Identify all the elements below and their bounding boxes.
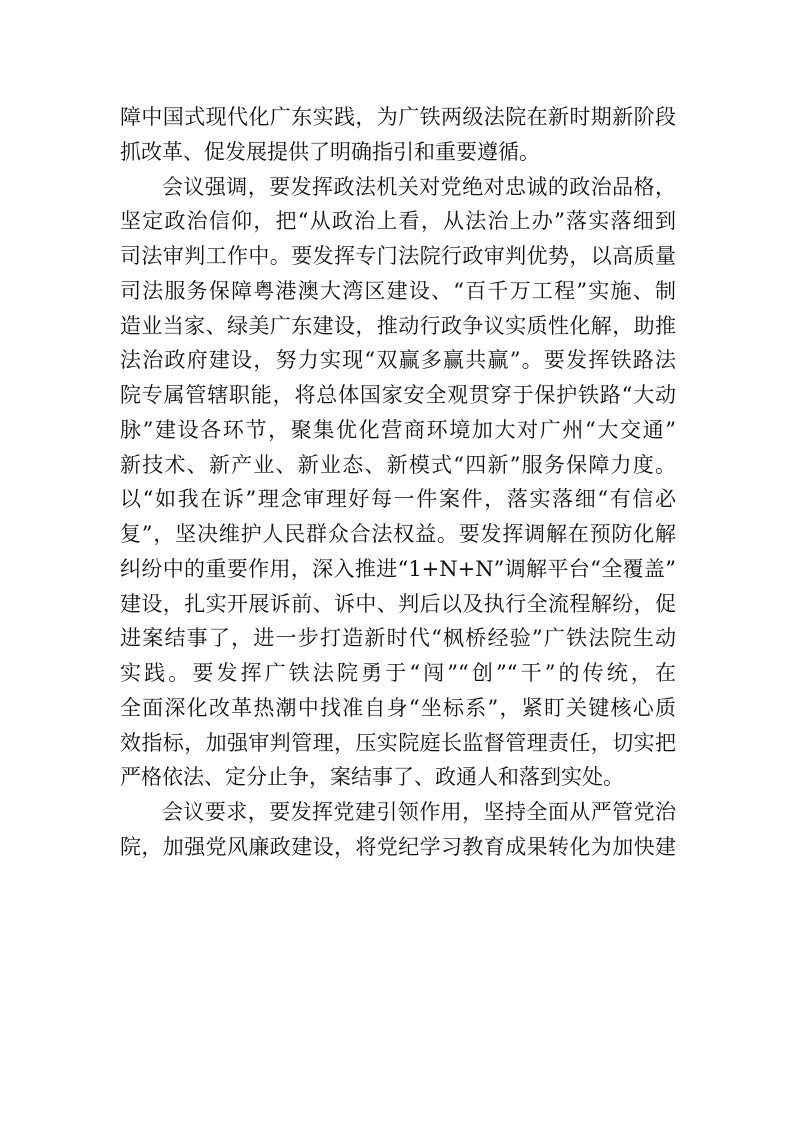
- text-line: 法治政府建设，努力实现“双赢多赢共赢”。要发挥铁路法: [120, 348, 676, 373]
- text-line: 司法服务保障粤港澳大湾区建设、“百千万工程”实施、制: [120, 278, 676, 303]
- text-line: 进案结事了，进一步打造新时代“枫桥经验”广铁法院生动: [120, 626, 676, 651]
- text-line: 新技术、新产业、新业态、新模式“四新”服务保障力度。: [120, 452, 676, 477]
- text-line: 严格依法、定分止争，案结事了、政通人和落到实处。: [120, 765, 624, 790]
- text-line: 会议强调，要发挥政法机关对党绝对忠诚的政治品格，: [162, 174, 676, 199]
- text-line: 全面深化改革热潮中找准自身“坐标系”，紧盯关键核心质: [120, 695, 676, 720]
- text-line: 坚定政治信仰，把“从政治上看，从法治上办”落实落细到: [120, 209, 676, 234]
- text-line: 脉”建设各环节，聚集优化营商环境加大对广州“大交通”: [120, 417, 676, 442]
- text-line: 障中国式现代化广东实践，为广铁两级法院在新时期新阶段: [120, 105, 676, 129]
- text-line: 以“如我在诉”理念审理好每一件案件，落实落细“有信必: [120, 487, 676, 512]
- text-line: 会议要求，要发挥党建引领作用，坚持全面从严管党治: [162, 800, 676, 824]
- text-line: 院，加强党风廉政建设，将党纪学习教育成果转化为加快建: [120, 834, 676, 859]
- text-line: 建设，扎实开展诉前、诉中、判后以及执行全流程解纷，促: [120, 591, 676, 616]
- text-line: 效指标，加强审判管理，压实院庭长监督管理责任，切实把: [120, 730, 676, 755]
- text-line: 实践。要发挥广铁法院勇于“闯”“创”“干”的传统，在: [120, 661, 676, 685]
- text-line: 院专属管辖职能，将总体国家安全观贯穿于保护铁路“大动: [120, 383, 676, 407]
- text-line: 纠纷中的重要作用，深入推进“1+N+N”调解平台“全覆盖”: [120, 556, 676, 581]
- text-line: 造业当家、绿美广东建设，推动行政争议实质性化解，助推: [120, 313, 676, 338]
- text-line: 抓改革、促发展提供了明确指引和重要遵循。: [120, 139, 540, 164]
- document-body: [120, 100, 676, 865]
- text-line: 司法审判工作中。要发挥专门法院行政审判优势，以高质量: [120, 244, 676, 268]
- text-line: 复”，坚决维护人民群众合法权益。要发挥调解在预防化解: [120, 522, 676, 546]
